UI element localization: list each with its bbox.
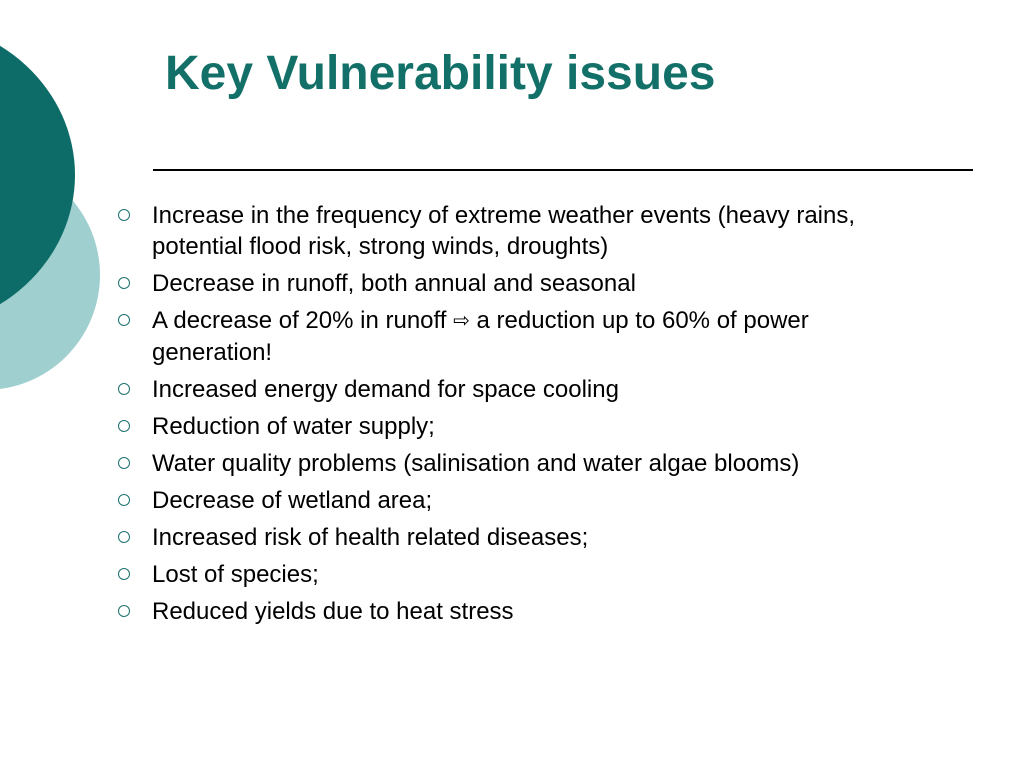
circle-bullet-icon xyxy=(118,209,130,221)
list-item xyxy=(112,200,932,262)
list-item xyxy=(112,596,932,627)
list-item xyxy=(112,485,932,516)
circle-bullet-icon xyxy=(118,605,130,617)
list-item-text-after-arrow: a reduction up to 60% of power generation! xyxy=(152,307,809,366)
circle-bullet-icon xyxy=(118,494,130,506)
list-item-text: Decrease of wetland area; xyxy=(152,487,433,514)
circle-bullet-icon xyxy=(118,277,130,289)
list-item xyxy=(112,374,932,405)
right-arrow-icon: ⇨ xyxy=(453,310,470,332)
list-item-text: Reduction of water supply; xyxy=(152,413,435,440)
list-item xyxy=(112,522,932,553)
list-item-text: Increase in the frequency of extreme weather events (heavy rains, potential flood risk, strong winds, droughts) xyxy=(152,202,856,260)
list-item-text: Water quality problems (salinisation and water algae blooms) xyxy=(152,450,800,477)
list-item xyxy=(112,411,932,442)
circle-bullet-icon xyxy=(118,420,130,432)
list-item xyxy=(112,268,932,299)
circle-bullet-icon xyxy=(118,568,130,580)
list-item-text: Decrease in runoff, both annual and seasonal xyxy=(152,270,636,297)
list-item xyxy=(112,559,932,590)
circle-bullet-icon xyxy=(118,457,130,469)
bullet-list xyxy=(112,200,932,633)
list-item-text: Increased energy demand for space cooling xyxy=(152,376,619,403)
circle-bullet-icon xyxy=(118,314,130,326)
slide-title: Key Vulnerability issues xyxy=(165,47,716,100)
circle-bullet-icon xyxy=(118,383,130,395)
list-item-text: Increased risk of health related diseases; xyxy=(152,524,589,551)
list-item-text: Lost of species; xyxy=(152,561,319,588)
list-item xyxy=(112,305,932,368)
list-item xyxy=(112,448,932,479)
list-item-text-before-arrow: A decrease of 20% in runoff xyxy=(152,307,454,334)
circle-bullet-icon xyxy=(118,531,130,543)
title-divider xyxy=(153,169,973,171)
list-item-text: Reduced yields due to heat stress xyxy=(152,598,514,625)
